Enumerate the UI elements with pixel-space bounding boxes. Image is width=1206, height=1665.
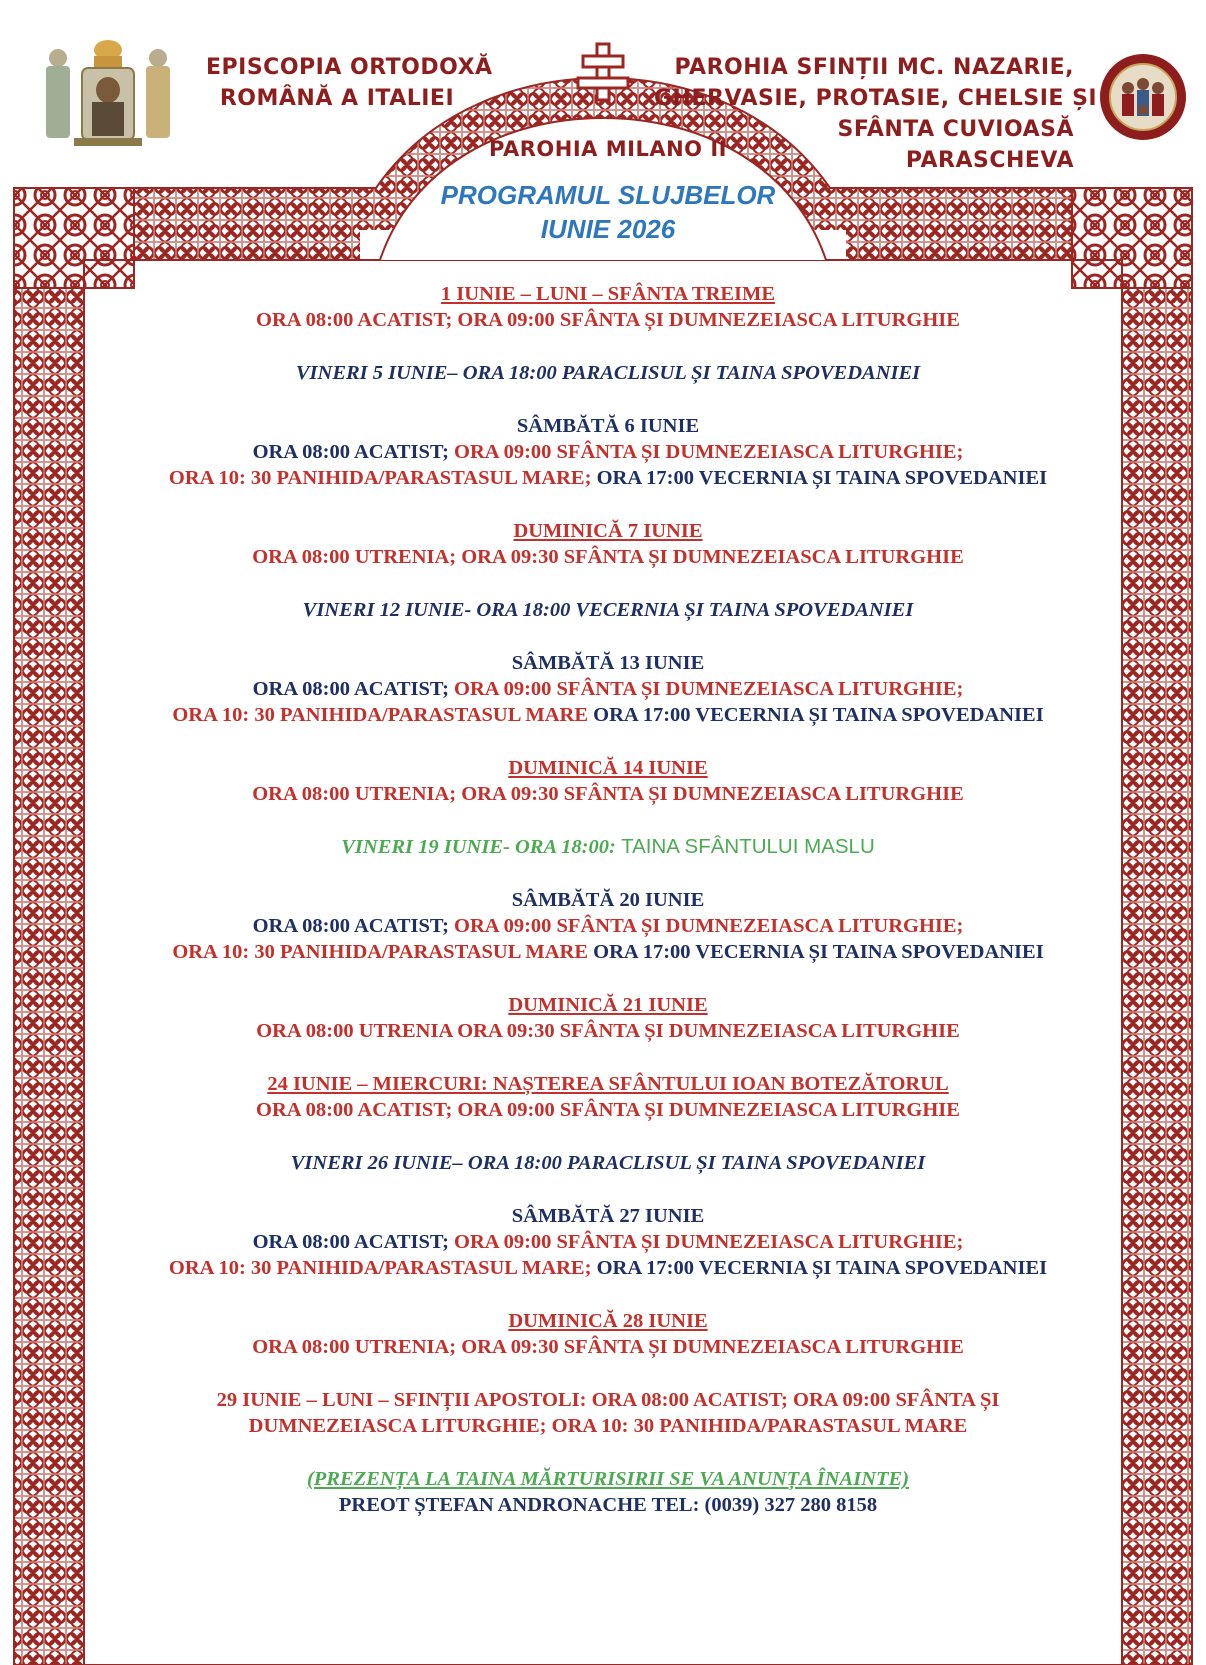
event-services [92, 439, 1124, 465]
service-text: ORA 08:00 ACATIST; [252, 678, 449, 700]
service-text: ORA 17:00 VECERNIA ȘI TAINA SPOVEDANIEI [591, 1257, 1048, 1279]
schedule [92, 281, 1124, 1518]
parish-name-line-3: SFÂNTA CUVIOASĂ [837, 117, 1074, 142]
episcopal-coat-of-arms-icon [40, 38, 176, 148]
event-heading: VINERI 26 IUNIE– ORA 18:00 PARACLISUL ȘI TAINA SPOVEDANIEI [290, 1152, 926, 1174]
event-heading: DUMINICĂ 28 IUNIE [508, 1310, 708, 1332]
event-heading: DUMINICĂ 7 IUNIE [513, 520, 703, 542]
event-services: ORA 08:00 UTRENIA ORA 09:30 SFÂNTA ȘI DUMNEZEIASCA LITURGHIE [256, 1020, 960, 1042]
event-heading: SÂMBĂTĂ 6 IUNIE [516, 415, 700, 437]
event-services: ORA 08:00 UTRENIA; ORA 09:30 SFÂNTA ȘI DUMNEZEIASCA LITURGHIE [252, 546, 964, 568]
service-text: VINERI 19 IUNIE- ORA 18:00: [341, 836, 616, 858]
service-text: ORA 09:00 SFÂNTA ȘI DUMNEZEIASCA LITURGHIE; [448, 678, 964, 700]
parish-seal-icon [1098, 52, 1188, 142]
program-title-line-1: PROGRAMUL SLUJBELOR [440, 180, 776, 210]
event-heading: SÂMBĂTĂ 20 IUNIE [511, 889, 705, 911]
service-text: ORA 10: 30 PANIHIDA/PARASTASUL MARE [172, 941, 589, 963]
event-services: ORA 08:00 UTRENIA; ORA 09:30 SFÂNTA ȘI DUMNEZEIASCA LITURGHIE [252, 783, 964, 805]
service-text: ORA 08:00 ACATIST; [252, 1231, 449, 1253]
parish-name-line-4: PARASCHEVA [905, 148, 1074, 173]
service-text: ORA 17:00 VECERNIA ȘI TAINA SPOVEDANIEI [588, 704, 1044, 726]
service-text: ORA 09:00 SFÂNTA ȘI DUMNEZEIASCA LITURGHIE; [448, 1231, 964, 1253]
service-text: ORA 09:00 SFÂNTA ȘI DUMNEZEIASCA LITURGHIE; [448, 915, 964, 937]
service-text: ORA 17:00 VECERNIA ȘI TAINA SPOVEDANIEI [588, 941, 1044, 963]
event-heading: VINERI 12 IUNIE- ORA 18:00 VECERNIA ȘI TAINA SPOVEDANIEI [302, 599, 914, 621]
event-heading: DUMINICĂ 21 IUNIE [508, 994, 708, 1016]
event-heading: 24 IUNIE – MIERCURI: NAȘTEREA SFÂNTULUI IOAN BOTEZĂTORUL [267, 1073, 949, 1095]
program-title [403, 178, 813, 246]
diocese-name-line-2: ROMÂNĂ A ITALIEI [219, 86, 455, 111]
event-heading [92, 834, 1124, 860]
event-services: DUMNEZEIASCA LITURGHIE; ORA 10: 30 PANIHIDA/PARASTASUL MARE [248, 1415, 968, 1437]
service-text: ORA 10: 30 PANIHIDA/PARASTASUL MARE; [168, 467, 592, 489]
event-services [92, 913, 1124, 939]
event-services [92, 676, 1124, 702]
service-text: ORA 09:00 SFÂNTA ȘI DUMNEZEIASCA LITURGHIE; [448, 441, 964, 463]
service-text: ORA 10: 30 PANIHIDA/PARASTASUL MARE; [168, 1257, 592, 1279]
service-text: ORA 08:00 ACATIST; [252, 441, 449, 463]
event-services: 29 IUNIE – LUNI – SFINȚII APOSTOLI: ORA 08:00 ACATIST; ORA 09:00 SFÂNTA ȘI [216, 1389, 1000, 1411]
event-services: ORA 08:00 ACATIST; ORA 09:00 SFÂNTA ȘI DUMNEZEIASCA LITURGHIE [256, 1099, 960, 1121]
event-heading: 1 IUNIE – LUNI – SFÂNTA TREIME [440, 283, 776, 305]
event-services [92, 702, 1124, 728]
parish-name-line-2: GHERVASIE, PROTASIE, CHELSIE ȘI [654, 86, 1098, 111]
event-heading: SÂMBĂTĂ 27 IUNIE [511, 1205, 705, 1227]
priest-contact: PREOT ȘTEFAN ANDRONACHE TEL: (0039) 327 280 8158 [338, 1494, 878, 1516]
diocese-name-line-1: EPISCOPIA ORTODOXĂ [206, 55, 493, 80]
event-services [92, 1229, 1124, 1255]
service-text: ORA 08:00 ACATIST; [252, 915, 449, 937]
service-text: ORA 17:00 VECERNIA ȘI TAINA SPOVEDANIEI [591, 467, 1048, 489]
event-heading: DUMINICĂ 14 IUNIE [508, 757, 708, 779]
parish-name-line-1: PAROHIA SFINȚII MC. NAZARIE, [674, 55, 1074, 80]
event-heading: VINERI 5 IUNIE– ORA 18:00 PARACLISUL ȘI TAINA SPOVEDANIEI [295, 362, 921, 384]
confession-note: (PREZENȚA LA TAINA MĂRTURISIRII SE VA ANUNȚA ÎNAINTE) [306, 1468, 910, 1490]
program-title-line-2: IUNIE 2026 [540, 214, 676, 244]
event-services: ORA 08:00 ACATIST; ORA 09:00 SFÂNTA ȘI DUMNEZEIASCA LITURGHIE [256, 309, 960, 331]
service-text: ORA 10: 30 PANIHIDA/PARASTASUL MARE [172, 704, 589, 726]
event-services [92, 1255, 1124, 1281]
diocese-name [206, 52, 493, 114]
event-heading: SÂMBĂTĂ 13 IUNIE [511, 652, 705, 674]
event-services: ORA 08:00 UTRENIA; ORA 09:30 SFÂNTA ȘI DUMNEZEIASCA LITURGHIE [252, 1336, 964, 1358]
event-services [92, 939, 1124, 965]
event-services [92, 465, 1124, 491]
service-text: TAINA SFÂNTULUI MASLU [615, 835, 875, 858]
parish-subtitle: PAROHIA MILANO II [489, 137, 727, 161]
